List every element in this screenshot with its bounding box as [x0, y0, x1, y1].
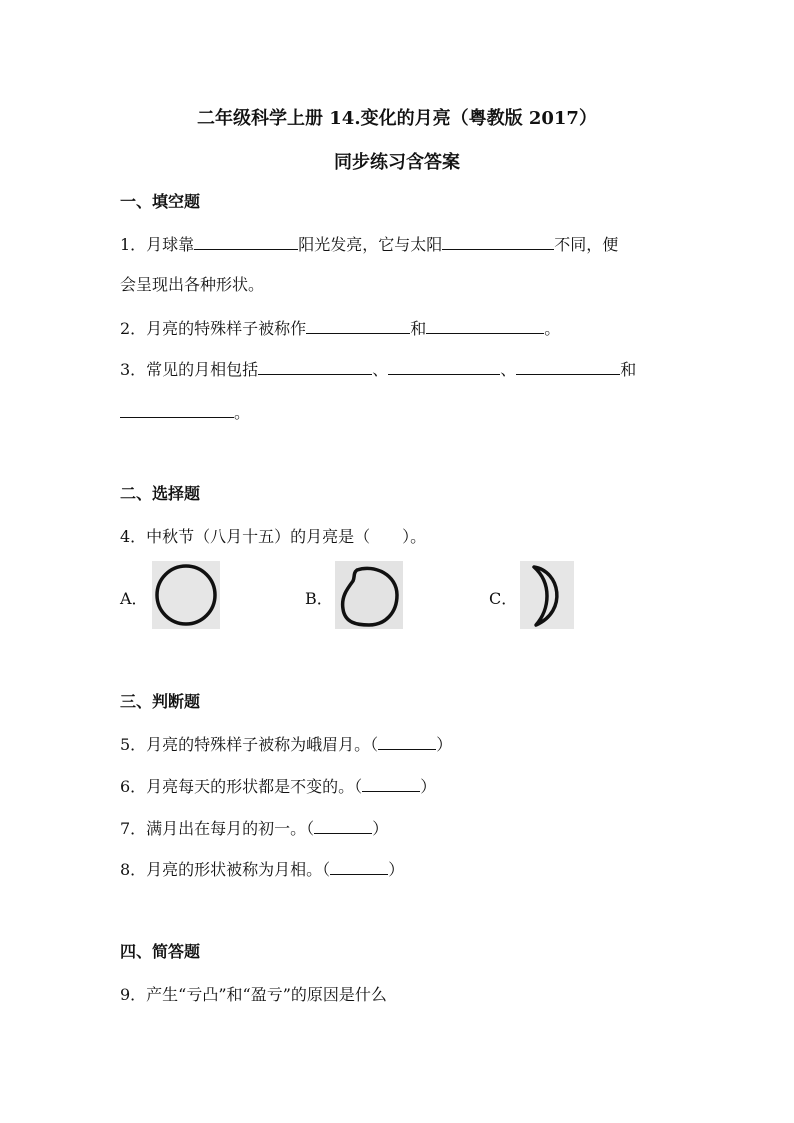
paren-close: ） — [372, 819, 389, 838]
question-3-prefix: 3．常见的月相包括 — [120, 360, 259, 379]
option-a-image[interactable] — [152, 561, 220, 629]
option-b-label[interactable]: B． — [305, 589, 333, 608]
question-9: 9．产生“亏凸”和“盈亏”的原因是什么 — [120, 985, 387, 1004]
question-5-text: 5．月亮的特殊样子被称为峨眉月。（ — [120, 735, 379, 754]
full-moon-circle-icon — [152, 561, 220, 629]
question-4: 4．中秋节（八月十五）的月亮是（ ）。 — [120, 527, 427, 546]
option-a-label[interactable]: A． — [120, 589, 148, 608]
question-6 — [120, 774, 436, 797]
question-1 — [120, 232, 618, 255]
answer-blank[interactable] — [442, 233, 554, 250]
gibbous-moon-icon — [335, 561, 403, 629]
question-8-text: 8．月亮的形状被称为月相。（ — [120, 860, 331, 879]
question-3-end: 。 — [234, 403, 251, 422]
question-1-prefix: 1．月球靠 — [120, 235, 195, 254]
section-heading-short-answer: 四、简答题 — [120, 942, 201, 961]
question-2 — [120, 316, 560, 339]
answer-blank[interactable] — [120, 401, 234, 418]
question-6-text: 6．月亮每天的形状都是不变的。（ — [120, 777, 363, 796]
section-heading-true-false: 三、判断题 — [120, 692, 201, 711]
question-3-continued — [120, 400, 250, 423]
answer-blank[interactable] — [388, 358, 500, 375]
question-5 — [120, 732, 452, 755]
page-title: 二年级科学上册 14.变化的月亮（粤教版 2017） — [197, 108, 597, 129]
separator: 、 — [500, 360, 517, 379]
option-b-image[interactable] — [335, 561, 403, 629]
answer-blank[interactable] — [306, 317, 410, 334]
question-3 — [120, 357, 636, 380]
question-1-continued: 会呈现出各种形状。 — [120, 275, 265, 294]
section-heading-fill-blank: 一、填空题 — [120, 192, 201, 211]
option-c-label[interactable]: C． — [489, 589, 518, 608]
question-7 — [120, 816, 388, 839]
answer-blank[interactable] — [314, 817, 372, 834]
answer-blank[interactable] — [258, 358, 372, 375]
question-7-text: 7．满月出在每月的初一。（ — [120, 819, 315, 838]
answer-blank[interactable] — [426, 317, 544, 334]
question-1-end: 不同，便 — [554, 235, 619, 254]
section-heading-choice: 二、选择题 — [120, 484, 201, 503]
answer-blank[interactable] — [378, 733, 436, 750]
crescent-moon-icon — [520, 561, 574, 629]
answer-blank[interactable] — [194, 233, 298, 250]
page-subtitle: 同步练习含答案 — [334, 152, 460, 173]
paren-close: ） — [436, 735, 453, 754]
paren-close: ） — [388, 860, 405, 879]
question-2-prefix: 2．月亮的特殊样子被称作 — [120, 319, 307, 338]
answer-blank[interactable] — [516, 358, 620, 375]
question-2-end: 。 — [544, 319, 561, 338]
question-1-mid: 阳光发亮，它与太阳 — [298, 235, 443, 254]
question-3-and: 和 — [620, 360, 637, 379]
separator: 、 — [372, 360, 389, 379]
option-c-image[interactable] — [520, 561, 574, 629]
paren-close: ） — [420, 777, 437, 796]
answer-blank[interactable] — [362, 775, 420, 792]
question-8 — [120, 857, 404, 880]
answer-blank[interactable] — [330, 858, 388, 875]
question-2-mid: 和 — [410, 319, 427, 338]
